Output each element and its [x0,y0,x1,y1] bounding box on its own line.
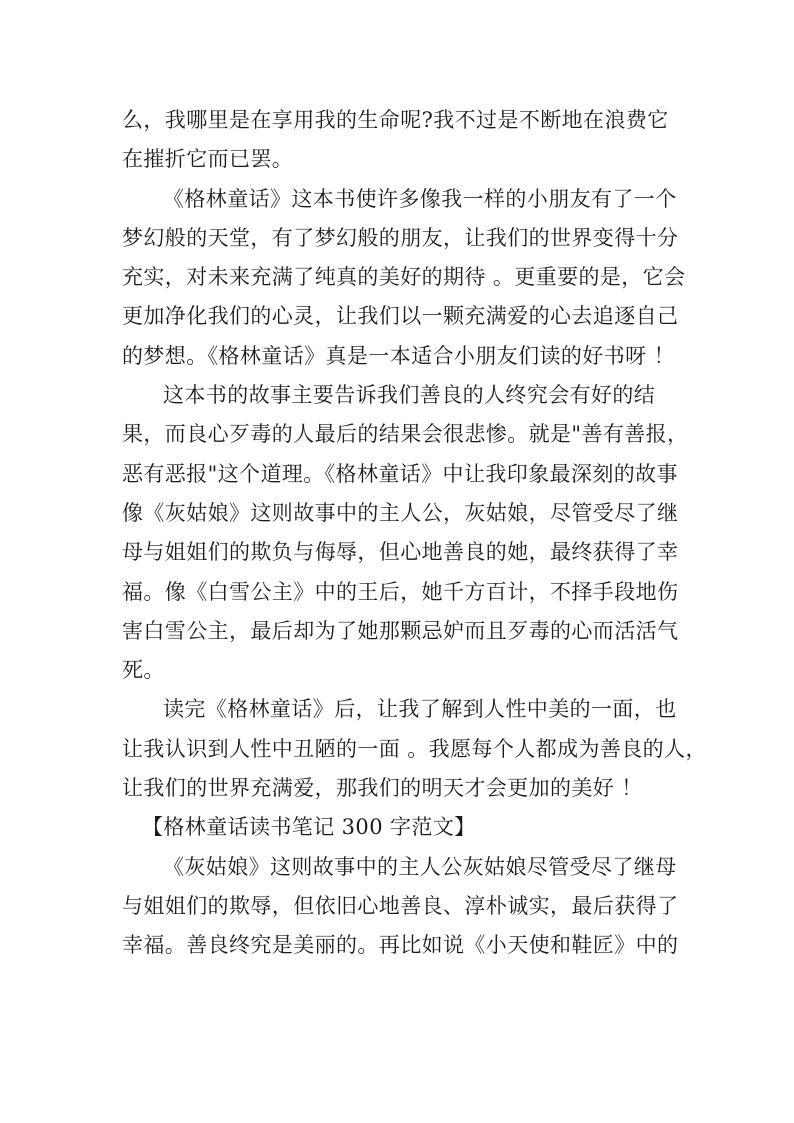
paragraph-start-line: 《灰姑娘》这则故事中的主人公灰姑娘尽管受尽了继母 [163,854,677,879]
text-line: 母与姐姐们的欺负与侮辱，但心地善良的她，最终获得了幸 [122,540,679,565]
text-line: 让我们的世界充满爱，那我们的明天才会更加的美好 ！ [122,776,643,801]
text-line: 在摧折它而已罢。 [122,147,294,172]
paragraph-start-line: 读完《格林童话》后，让我了解到人性中美的一面，也 [163,697,677,722]
document-body [122,101,707,966]
text-line: 梦幻般的天堂，有了梦幻般的朋友，让我们的世界变得十分 [122,225,679,250]
text-line: 幸福。善良终究是美丽的。再比如说《小天使和鞋匠》中的 [122,933,679,958]
text-line: 的梦想。《格林童话》真是一本适合小朋友们读的好书呀 ！ [122,343,675,368]
section-heading: 【格林童话读书笔记 300 字范文】 [142,815,476,840]
text-line: 么，我哪里是在享用我的生命呢?我不过是不断地在浪费它 [122,108,669,132]
text-line: 果，而良心歹毒的人最后的结果会很悲惨。就是"善有善报， [122,422,689,447]
text-line: 福。像《白雪公主》中的王后，她千方百计，不择手段地伤 [122,579,679,604]
text-line: 更加净化我们的心灵，让我们以一颗充满爱的心去追逐自己 [122,304,679,329]
text-line: 充实，对未来充满了纯真的美好的期待 。更重要的是，它会 [122,265,686,290]
text-line: 像《灰姑娘》这则故事中的主人公，灰姑娘，尽管受尽了继 [122,500,679,525]
text-line: 恶有恶报"这个道理。《格林童话》中让我印象最深刻的故事 [122,461,678,486]
text-line: 与姐姐们的欺辱，但依旧心地善良、淳朴诚实，最后获得了 [122,893,679,918]
text-line: 死。 [122,658,165,683]
paragraph-start-line: 《格林童话》这本书使许多像我一样的小朋友有了一个 [163,186,677,211]
paragraph-start-line: 这本书的故事主要告诉我们善良的人终究会有好的结 [163,383,656,408]
text-line: 让我认识到人性中丑陋的一面 。我愿每个人都成为善良的人， [122,736,707,761]
text-line: 害白雪公主，最后却为了她那颗忌妒而且歹毒的心而活活气 [122,618,679,643]
